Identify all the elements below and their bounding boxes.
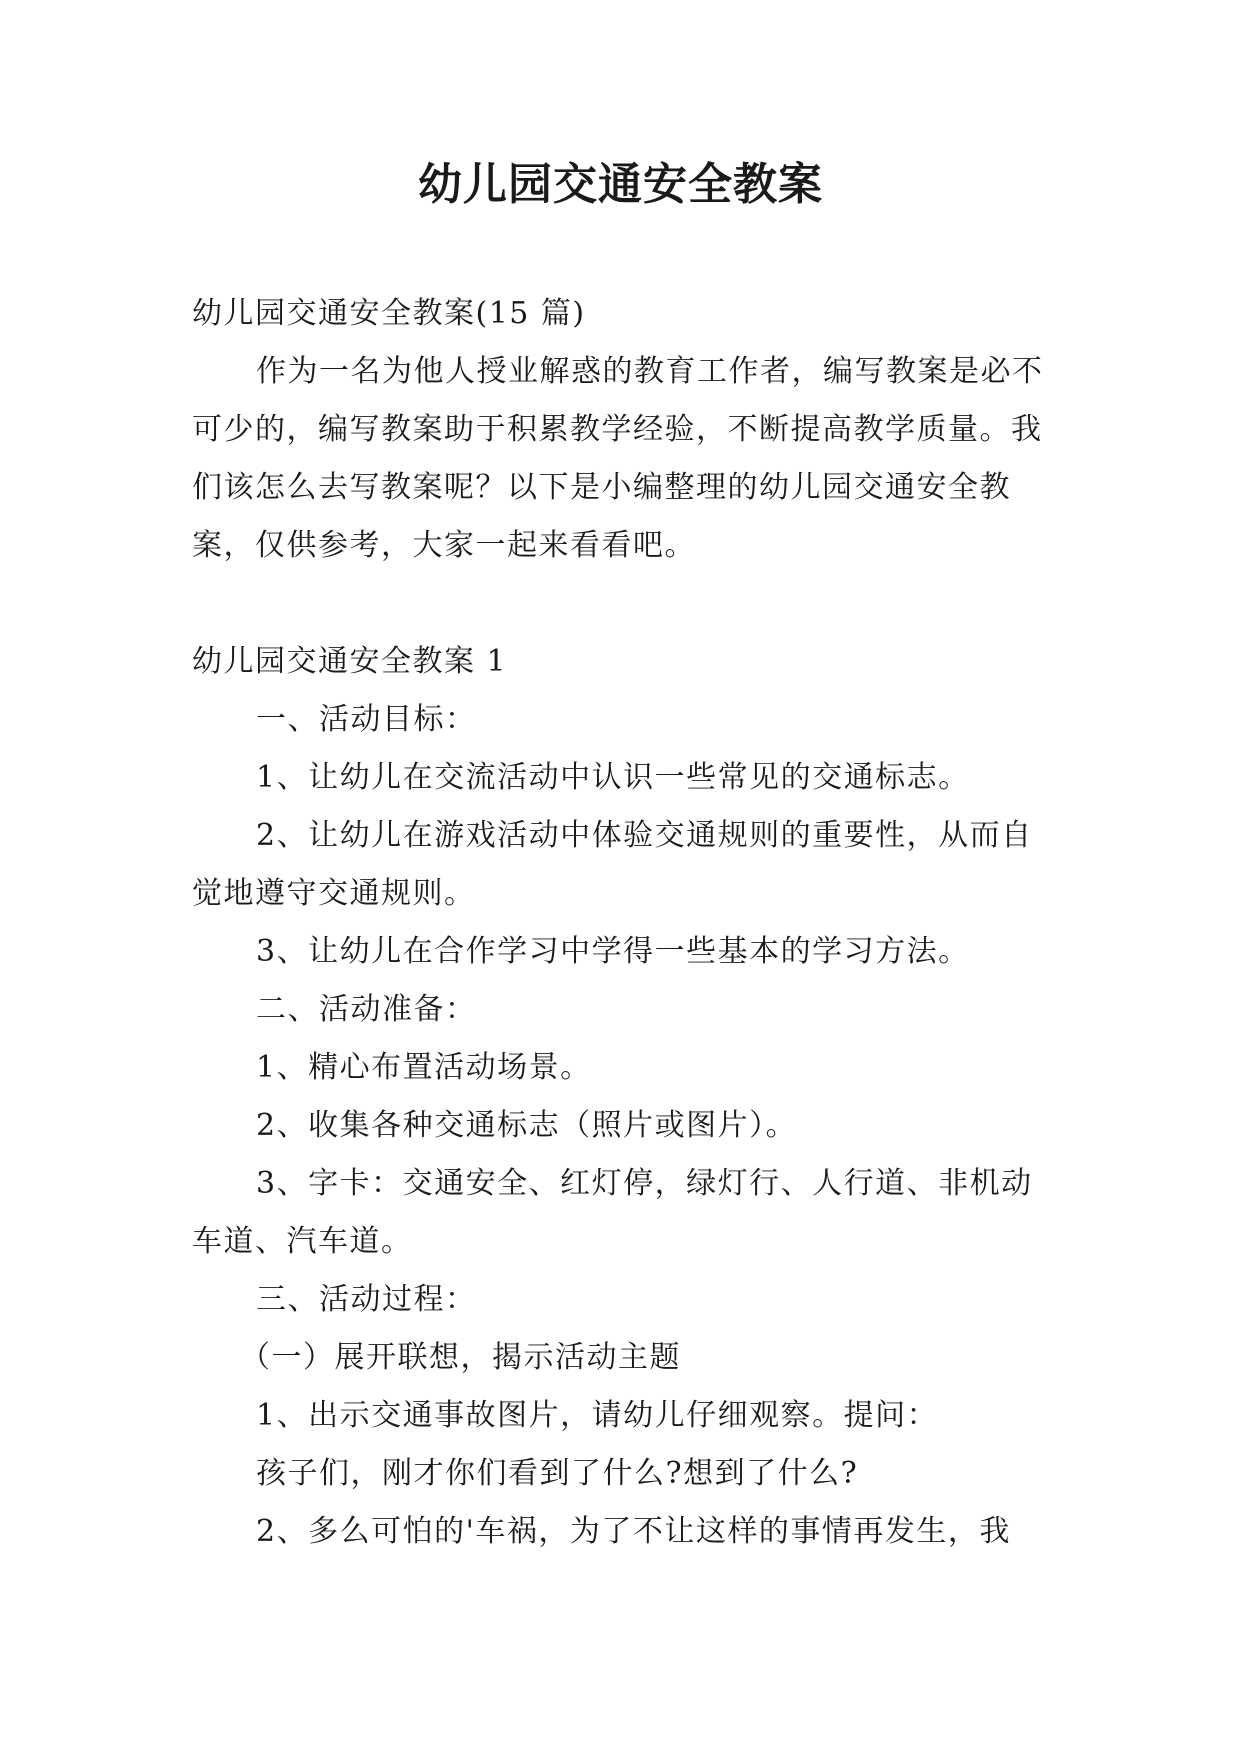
- prep-item-3: 3、字卡：交通安全、红灯停，绿灯行、人行道、非机动车道、汽车道。: [192, 1166, 1033, 1259]
- process-subheading-1: （一）展开联想，揭示活动主题: [240, 1340, 681, 1375]
- heading-activity-process: 三、活动过程：: [256, 1282, 477, 1317]
- section-title: 幼儿园交通安全教案 1: [192, 644, 508, 679]
- goal-item-1: 1、让幼儿在交流活动中认识一些常见的交通标志。: [256, 760, 970, 795]
- process-question: 孩子们，刚才你们看到了什么?想到了什么?: [256, 1456, 859, 1491]
- heading-activity-goals: 一、活动目标：: [256, 702, 477, 737]
- process-item-2: 2、多么可怕的'车祸，为了不让这样的事情再发生，我: [256, 1514, 1011, 1549]
- heading-activity-prep: 二、活动准备：: [256, 992, 477, 1027]
- document-body: [192, 285, 1052, 1561]
- prep-item-2: 2、收集各种交通标志（照片或图片）。: [256, 1108, 798, 1143]
- paragraph-spacer: [192, 575, 1052, 633]
- goal-item-2: 2、让幼儿在游戏活动中体验交通规则的重要性，从而自觉地遵守交通规则。: [192, 818, 1033, 911]
- prep-item-1: 1、精心布置活动场景。: [256, 1050, 592, 1085]
- document-title: 幼儿园交通安全教案: [418, 159, 823, 210]
- intro-paragraph: 作为一名为他人授业解惑的教育工作者，编写教案是必不可少的，编写教案助于积累教学经验，不断提高教学质量。我们该怎么去写教案呢？以下是小编整理的幼儿园交通安全教案，仅供参考，大家一起来看看吧。: [192, 354, 1044, 563]
- process-item-1: 1、出示交通事故图片，请幼儿仔细观察。提问：: [256, 1398, 939, 1433]
- document-subtitle: 幼儿园交通安全教案(15 篇): [192, 296, 586, 331]
- goal-item-3: 3、让幼儿在合作学习中学得一些基本的学习方法。: [256, 934, 970, 969]
